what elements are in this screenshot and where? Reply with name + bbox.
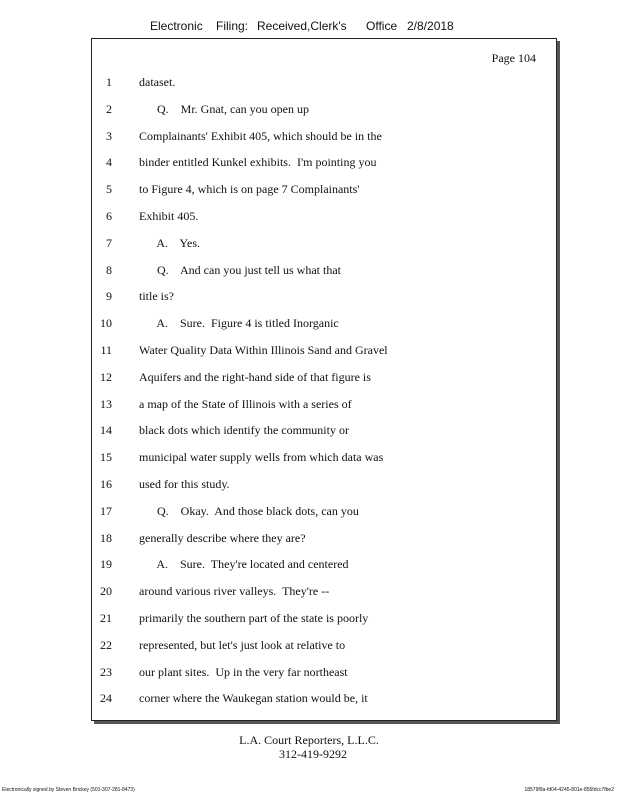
line-number: 4 — [106, 155, 112, 169]
transcript-line — [92, 289, 556, 307]
line-text: Q. Okay. And those black dots, can you — [139, 504, 359, 518]
transcript-line — [92, 477, 556, 495]
line-number: 1 — [106, 75, 112, 89]
line-text: Q. And can you just tell us what that — [139, 263, 341, 277]
line-text: used for this study. — [139, 477, 230, 491]
line-number: 17 — [100, 504, 112, 518]
line-number: 21 — [100, 611, 112, 625]
line-text: A. Yes. — [139, 236, 201, 250]
line-number: 10 — [100, 316, 112, 330]
line-number: 3 — [106, 129, 112, 143]
line-text: generally describe where they are? — [139, 531, 306, 545]
header-office: Office — [366, 19, 398, 33]
line-number: 2 — [106, 102, 112, 116]
line-number: 18 — [100, 531, 112, 545]
transcript-line — [92, 209, 556, 227]
line-text: Exhibit 405. — [139, 209, 199, 223]
transcript-line — [92, 236, 556, 254]
transcript-line — [92, 531, 556, 549]
transcript-line — [92, 343, 556, 361]
line-text: Water Quality Data Within Illinois Sand and Gravel — [139, 343, 388, 357]
line-number: 24 — [100, 691, 112, 705]
transcript-line — [92, 129, 556, 147]
transcript-line — [92, 584, 556, 602]
transcript-line — [92, 316, 556, 334]
line-text: primarily the southern part of the state is poorly — [139, 611, 369, 625]
header-date: 2/8/2018 — [407, 19, 454, 33]
transcript-line — [92, 182, 556, 200]
line-number: 7 — [106, 236, 112, 250]
line-number: 14 — [100, 423, 112, 437]
line-text: dataset. — [139, 75, 176, 89]
page-number: Page 104 — [491, 51, 536, 65]
transcript-page — [91, 38, 557, 721]
line-text: municipal water supply wells from which data was — [139, 450, 384, 464]
line-text: represented, but let's just look at relative to — [139, 638, 346, 652]
line-text: to Figure 4, which is on page 7 Complainants' — [139, 182, 360, 196]
line-text: a map of the State of Illinois with a series of — [139, 397, 352, 411]
reporter-company: L.A. Court Reporters, L.L.C. — [239, 733, 379, 747]
line-number: 16 — [100, 477, 112, 491]
line-text: A. Sure. Figure 4 is titled Inorganic — [139, 316, 339, 330]
line-number: 9 — [106, 289, 112, 303]
line-number: 15 — [100, 450, 112, 464]
filing-header — [0, 19, 618, 37]
line-number: 11 — [100, 343, 112, 357]
header-received: Received,Clerk's — [257, 19, 347, 33]
line-number: 19 — [100, 557, 112, 571]
electronic-signature-note: Electronically signed by Steven Brickey (501-307-281-8473) — [2, 787, 135, 793]
header-electronic: Electronic — [150, 19, 203, 33]
transcript-line — [92, 450, 556, 468]
line-text: binder entitled Kunkel exhibits. I'm pointing you — [139, 155, 377, 169]
line-text: Aquifers and the right-hand side of that figure is — [139, 370, 371, 384]
transcript-line — [92, 370, 556, 388]
line-number: 5 — [106, 182, 112, 196]
transcript-line — [92, 155, 556, 173]
transcript-line — [92, 75, 556, 93]
line-text: Q. Mr. Gnat, can you open up — [139, 102, 309, 116]
transcript-line — [92, 102, 556, 120]
line-text: title is? — [139, 289, 174, 303]
line-text: A. Sure. They're located and centered — [139, 557, 349, 571]
transcript-line — [92, 691, 556, 709]
line-number: 20 — [100, 584, 112, 598]
line-text: around various river valleys. They're -- — [139, 584, 330, 598]
line-number: 12 — [100, 370, 112, 384]
transcript-line — [92, 557, 556, 575]
document-id: 18579f9a-fd04-4245-801e-856fdcc7fbe2 — [524, 787, 614, 793]
line-text: corner where the Waukegan station would be, it — [139, 691, 368, 705]
transcript-line — [92, 423, 556, 441]
transcript-line — [92, 263, 556, 281]
header-filing: Filing: — [216, 19, 249, 33]
transcript-line — [92, 611, 556, 629]
line-number: 13 — [100, 397, 112, 411]
transcript-line — [92, 638, 556, 656]
transcript-line — [92, 397, 556, 415]
transcript-line — [92, 665, 556, 683]
line-text: Complainants' Exhibit 405, which should be in the — [139, 129, 382, 143]
line-number: 8 — [106, 263, 112, 277]
line-text: black dots which identify the community or — [139, 423, 349, 437]
line-number: 6 — [106, 209, 112, 223]
transcript-line — [92, 504, 556, 522]
line-number: 23 — [100, 665, 112, 679]
line-number: 22 — [100, 638, 112, 652]
reporter-phone: 312-419-9292 — [279, 747, 347, 761]
line-text: our plant sites. Up in the very far northeast — [139, 665, 348, 679]
